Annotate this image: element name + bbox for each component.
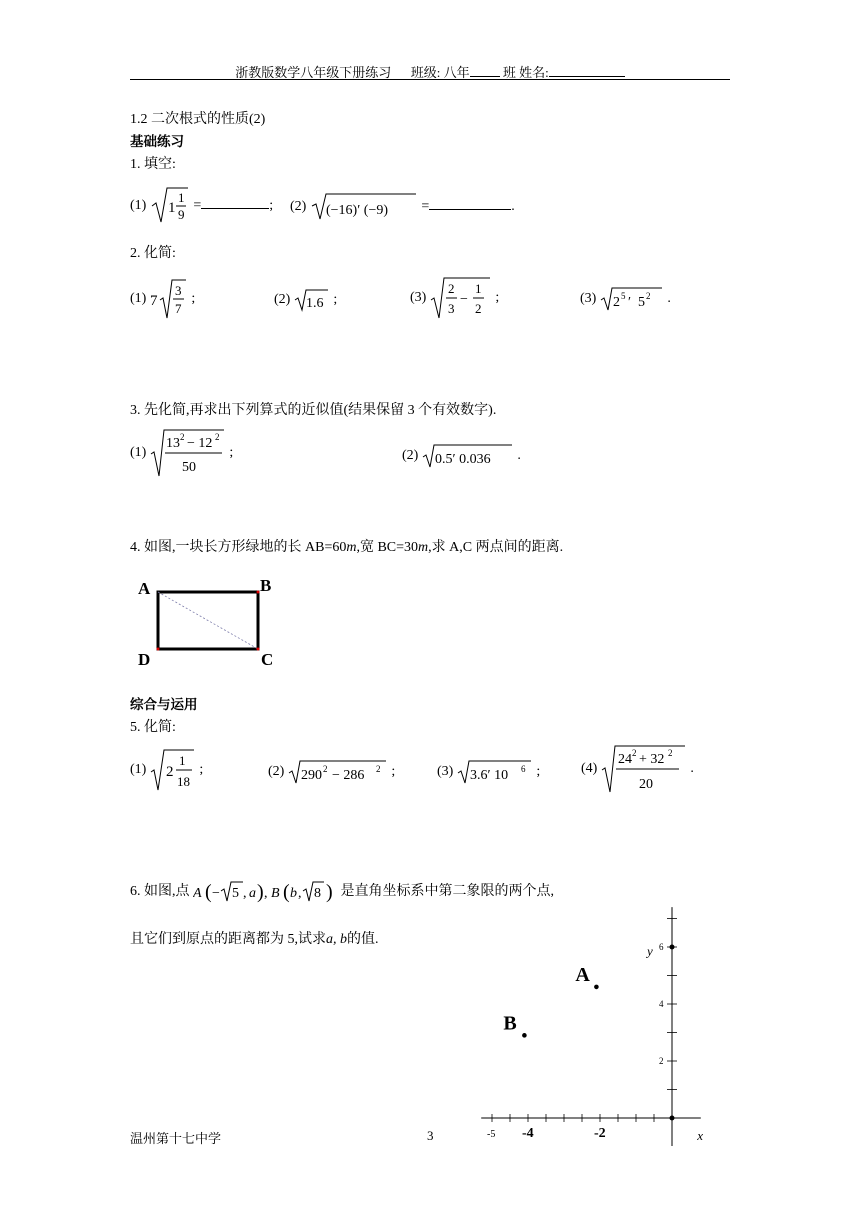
q3-item-2-label: (2): [402, 448, 419, 464]
vertex-d: D: [138, 650, 151, 669]
q5-item-4-expr: [601, 744, 687, 794]
vertex-b: B: [260, 576, 272, 595]
x-tick-label: -2: [594, 1126, 606, 1141]
svg-text:1: 1: [474, 281, 482, 296]
q3-item-1: (1) 13 2 − 12 2 50 ;: [130, 428, 233, 478]
q5-item-1-label: (1): [130, 762, 147, 778]
vertex-a: A: [138, 579, 151, 598]
q2-item-2: (2) 1.6 ;: [274, 288, 337, 312]
coordinate-plot: [480, 880, 720, 1150]
y-tick-label: 6: [659, 942, 664, 952]
svg-text:+ 32: + 32: [638, 752, 665, 767]
svg-text:1: 1: [178, 753, 186, 768]
q1-item-1-expr: [150, 186, 190, 226]
x-tick-label: -4: [522, 1126, 534, 1141]
q4-stem-c: ,求 A,C 两点间的距离.: [428, 540, 564, 555]
svg-text:1: 1: [167, 200, 176, 216]
svg-text:a: a: [249, 886, 256, 901]
point-label-b: B: [503, 1012, 517, 1035]
q4-stem-b: ,宽 BC=30: [356, 540, 419, 555]
svg-text:,: ,: [264, 886, 268, 901]
q6-line1-a: 6. 如图,点: [130, 884, 190, 900]
q1-item-2-label: (2): [290, 199, 307, 215]
svg-text:− 12: − 12: [186, 436, 213, 451]
svg-text:(: (: [205, 881, 212, 903]
svg-text:b: b: [290, 886, 297, 901]
svg-text:(: (: [283, 881, 290, 903]
q6-line-2: [130, 928, 379, 948]
svg-text:2: 2: [631, 748, 637, 758]
q2-item-3-label: (3): [410, 290, 427, 306]
part2-heading: 综合与运用: [130, 697, 198, 712]
q1-item-1-label: (1): [130, 198, 147, 214]
svg-text:5: 5: [620, 291, 626, 301]
q2-item-1-label: (1): [130, 291, 147, 307]
q5-item-3: (3) 3.6′ 10 6 ;: [437, 759, 540, 785]
q3-item-1-label: (1): [130, 445, 147, 461]
svg-text:2: 2: [447, 281, 455, 296]
q2-item-4-label: (3): [580, 291, 597, 307]
header-rule: [130, 79, 730, 80]
svg-text:−: −: [459, 292, 468, 307]
q1-item-2-expr: [310, 192, 418, 222]
vertex-c: C: [261, 650, 274, 669]
q6-line2-vars: a, b: [326, 932, 347, 947]
q5-item-1: (1) 2 1 18 ;: [130, 748, 203, 792]
q6-points-expr: [193, 878, 337, 906]
svg-text:7: 7: [149, 293, 158, 309]
q2-item-1-expr: [150, 278, 188, 320]
class-blank: [470, 64, 500, 77]
x-tick-label: -5: [487, 1129, 496, 1140]
q6-line1-b: 是直角坐标系中第二象限的两个点,: [340, 884, 554, 900]
q5-item-2-label: (2): [268, 764, 285, 780]
q3-item-2-expr: [422, 443, 514, 469]
q5-item-4: (4) 24 2 + 32 2 20 .: [581, 744, 694, 794]
svg-text:290: 290: [300, 768, 322, 783]
svg-text:5: 5: [232, 886, 239, 901]
header-class-suffix: 班: [502, 65, 516, 80]
svg-text:18: 18: [176, 774, 190, 789]
q2-stem: 2. 化简:: [130, 246, 176, 261]
svg-text:2: 2: [322, 764, 328, 774]
footer-page-number: 3: [427, 1128, 434, 1143]
rectangle-figure: [130, 572, 290, 672]
svg-text:3: 3: [174, 283, 182, 298]
q1-item-1: (1) 1 1 9 = ;: [130, 186, 273, 226]
section-title: 1.2 二次根式的性质(2): [130, 112, 266, 127]
diagonal-ac: [158, 592, 258, 649]
footer-school: 温州第十七中学: [130, 1131, 222, 1146]
q6-line2-a: 且它们到原点的距离都为 5,试求: [130, 932, 326, 947]
q5-item-3-label: (3): [437, 764, 454, 780]
x-axis-label: x: [697, 1128, 703, 1143]
part1-heading: 基础练习: [130, 134, 184, 149]
q2-item-1: (1) 7 3 7 ;: [130, 278, 195, 320]
svg-text:3: 3: [447, 301, 455, 316]
q2-item-3: (3) 2 3 − 1 2 ;: [410, 276, 499, 320]
q2-item-2-label: (2): [274, 292, 291, 308]
name-blank: [549, 64, 625, 77]
point-b: [522, 1033, 527, 1038]
y-tick-label: 4: [659, 999, 664, 1009]
svg-text:50: 50: [181, 460, 196, 475]
svg-text:5: 5: [637, 295, 645, 310]
point-label-a: A: [575, 963, 590, 986]
q2-item-2-expr: [294, 288, 330, 312]
q3-item-2: (2) 0.5′ 0.036 .: [402, 443, 521, 469]
svg-text:3.6′ 10: 3.6′ 10: [469, 768, 508, 783]
svg-text:2: 2: [165, 764, 174, 780]
svg-text:2: 2: [667, 748, 673, 758]
svg-text:2: 2: [645, 291, 651, 301]
svg-text:2: 2: [474, 301, 482, 316]
svg-text:7: 7: [174, 301, 182, 316]
svg-text:B: B: [271, 886, 280, 901]
y-axis-label: y: [647, 943, 653, 959]
q2-item-4-expr: [600, 286, 664, 312]
origin-dot: [670, 1116, 675, 1121]
q6-line2-b: 的值.: [347, 932, 379, 947]
svg-text:1: 1: [177, 190, 185, 205]
svg-text:(−16)′ (−9): (−16)′ (−9): [325, 203, 388, 218]
q5-item-2: (2) 290 2 − 286 2 ;: [268, 759, 395, 785]
q2-item-4: (3) 2 5 ′ 5 2 .: [580, 286, 671, 312]
svg-text:9: 9: [177, 207, 185, 222]
svg-text:6: 6: [520, 764, 526, 774]
q5-item-4-label: (4): [581, 761, 598, 777]
svg-text:2: 2: [612, 295, 620, 310]
y-axis-dot: [670, 945, 675, 950]
svg-text:2: 2: [179, 432, 185, 442]
svg-text:2: 2: [375, 764, 381, 774]
svg-text:A: A: [193, 886, 202, 901]
q4-stem-a: 4. 如图,一块长方形绿地的长 AB=60: [130, 540, 347, 555]
svg-text:24: 24: [617, 752, 632, 767]
q3-stem: 3. 先化简,再求出下列算式的近似值(结果保留 3 个有效数字).: [130, 403, 497, 418]
y-tick-label: 2: [659, 1056, 664, 1066]
svg-text:′: ′: [627, 295, 631, 310]
point-a: [594, 985, 599, 990]
q1-item-2: (2) (−16)′ (−9) = .: [290, 192, 515, 222]
header-class-label: 班级:: [410, 65, 441, 80]
q4-unit-1: m: [346, 540, 357, 555]
svg-text:0.5′ 0.036: 0.5′ 0.036: [434, 452, 491, 467]
q1-stem: 1. 填空:: [130, 157, 176, 172]
svg-text:− 286: − 286: [331, 768, 365, 783]
q5-item-3-expr: [457, 759, 533, 785]
q3-item-1-expr: [150, 428, 226, 478]
header-name-label: 姓名:: [519, 65, 549, 80]
q2-item-3-expr: [430, 276, 492, 320]
svg-text:13: 13: [165, 436, 180, 451]
svg-text:8: 8: [314, 886, 321, 901]
header-title: 浙教版数学八年级下册练习: [235, 65, 392, 80]
q4-stem: [130, 536, 563, 556]
svg-text:1.6: 1.6: [305, 296, 324, 311]
svg-text:,: ,: [298, 886, 302, 901]
q5-item-2-expr: [288, 759, 388, 785]
svg-text:): ): [326, 881, 333, 903]
svg-text:20: 20: [638, 777, 653, 792]
q5-item-1-expr: [150, 748, 196, 792]
q4-unit-2: m: [418, 540, 429, 555]
svg-text:−: −: [212, 886, 220, 901]
q5-stem: 5. 化简:: [130, 720, 176, 735]
svg-text:,: ,: [243, 886, 247, 901]
svg-text:2: 2: [214, 432, 220, 442]
svg-text:): ): [257, 881, 264, 903]
header-grade: 八年: [443, 65, 470, 80]
